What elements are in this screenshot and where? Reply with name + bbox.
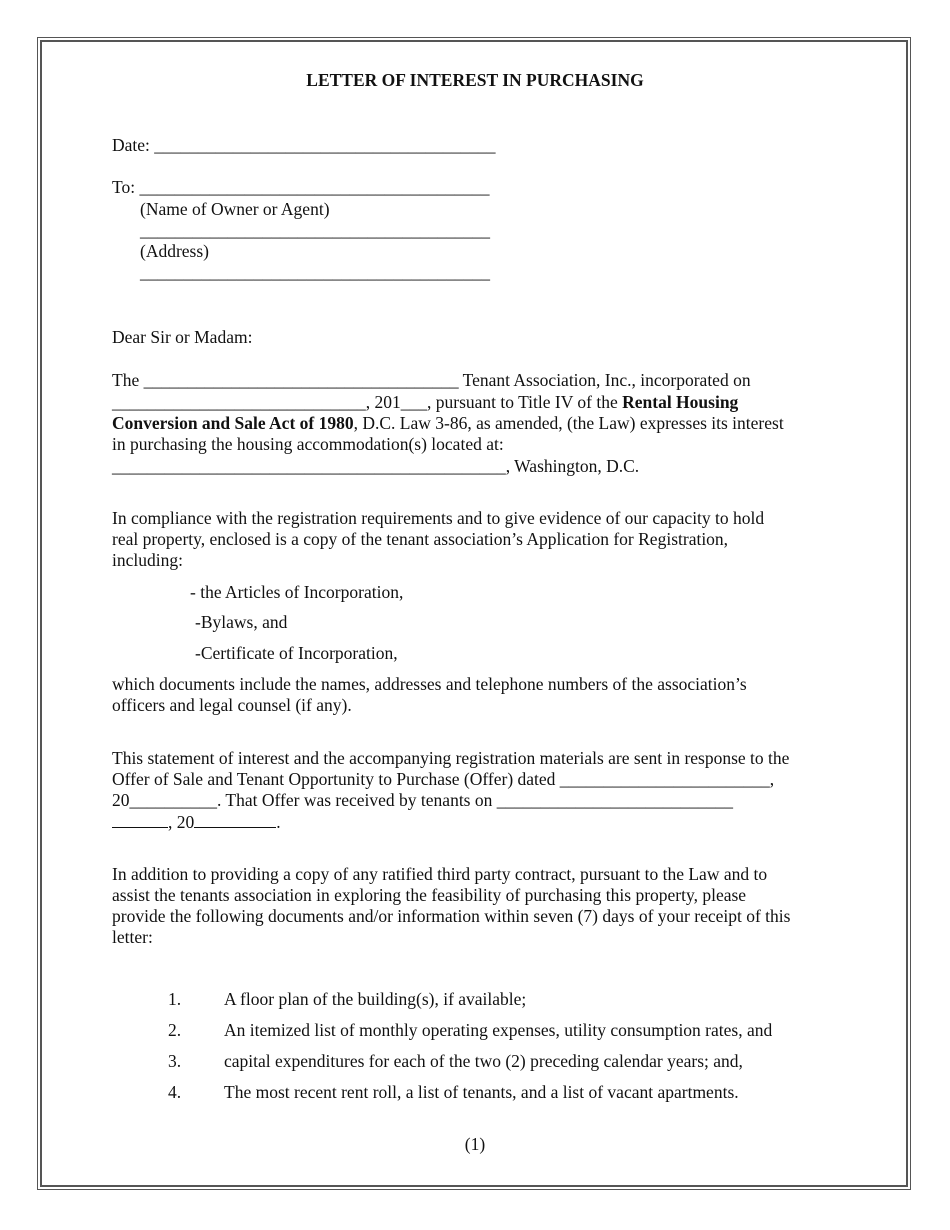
list-item-number: 2. bbox=[168, 1020, 182, 1040]
salutation: Dear Sir or Madam: bbox=[112, 327, 253, 347]
address-caption: (Address) bbox=[140, 241, 210, 261]
list-item-text: capital expenditures for each of the two (2) preceding calendar years; and, bbox=[224, 1051, 743, 1071]
p1-line3: Conversion and Sale Act of 1980, D.C. Law 3-86, as amended, (the Law) expresses its interest bbox=[112, 413, 784, 433]
p2-line1: In compliance with the registration requirements and to give evidence of our capacity to hold bbox=[112, 508, 765, 528]
p5-line2: assist the tenants association in exploring the feasibility of purchasing this property, please bbox=[112, 885, 747, 905]
p5-line4: letter: bbox=[112, 927, 153, 947]
list-item-number: 4. bbox=[168, 1082, 182, 1102]
address-blank-line-2: ________________________________________ bbox=[140, 262, 490, 282]
p1-line2: _____________________________, 201___, pursuant to Title IV of the Rental Housing bbox=[112, 392, 739, 412]
p4-line2: Offer of Sale and Tenant Opportunity to Purchase (Offer) dated ________________________, bbox=[112, 769, 775, 789]
p2-line3: including: bbox=[112, 550, 183, 570]
list-item bbox=[0, 1050, 950, 1072]
list-item bbox=[0, 1019, 950, 1041]
p1-line5: _____________________________________________, Washington, D.C. bbox=[112, 456, 640, 476]
list-item-number: 1. bbox=[168, 989, 182, 1009]
p1-line1: The ____________________________________ Tenant Association, Inc., incorporated on bbox=[112, 370, 751, 390]
enclosure-bylaws: -Bylaws, and bbox=[195, 612, 288, 632]
p4-line3: 20__________. That Offer was received by tenants on ___________________________ bbox=[112, 790, 733, 810]
p1-line4: in purchasing the housing accommodation(s) located at: bbox=[112, 434, 504, 454]
page-number: (1) bbox=[464, 1134, 486, 1154]
enclosure-certificate: -Certificate of Incorporation, bbox=[195, 643, 398, 663]
owner-caption: (Name of Owner or Agent) bbox=[140, 199, 330, 219]
list-item bbox=[0, 1081, 950, 1103]
list-item-text: The most recent rent roll, a list of tenants, and a list of vacant apartments. bbox=[224, 1082, 739, 1102]
document-title: LETTER OF INTEREST IN PURCHASING bbox=[306, 70, 644, 90]
p3-line2: officers and legal counsel (if any). bbox=[112, 695, 352, 715]
p5-line1: In addition to providing a copy of any ratified third party contract, pursuant to the Law and to bbox=[112, 864, 768, 884]
day-blank bbox=[112, 813, 168, 828]
p4-line1: This statement of interest and the accompanying registration materials are sent in response to the bbox=[112, 748, 790, 768]
p2-line2: real property, enclosed is a copy of the tenant association’s Application for Registration, bbox=[112, 529, 729, 549]
list-item-number: 3. bbox=[168, 1051, 182, 1071]
list-item-text: An itemized list of monthly operating expenses, utility consumption rates, and bbox=[224, 1020, 773, 1040]
p4-line4: , 20 . bbox=[112, 812, 281, 833]
date-line: Date: _______________________________________ bbox=[112, 135, 496, 155]
enclosure-articles: - the Articles of Incorporation, bbox=[190, 582, 404, 602]
p5-line3: provide the following documents and/or information within seven (7) days of your receipt of this bbox=[112, 906, 791, 926]
p3-line1: which documents include the names, addresses and telephone numbers of the association’s bbox=[112, 674, 747, 694]
year-blank bbox=[194, 813, 276, 828]
list-item-text: A floor plan of the building(s), if available; bbox=[224, 989, 527, 1009]
list-item bbox=[0, 988, 950, 1010]
address-blank-line: ________________________________________ bbox=[140, 220, 490, 240]
to-line: To: ________________________________________ bbox=[112, 177, 490, 197]
